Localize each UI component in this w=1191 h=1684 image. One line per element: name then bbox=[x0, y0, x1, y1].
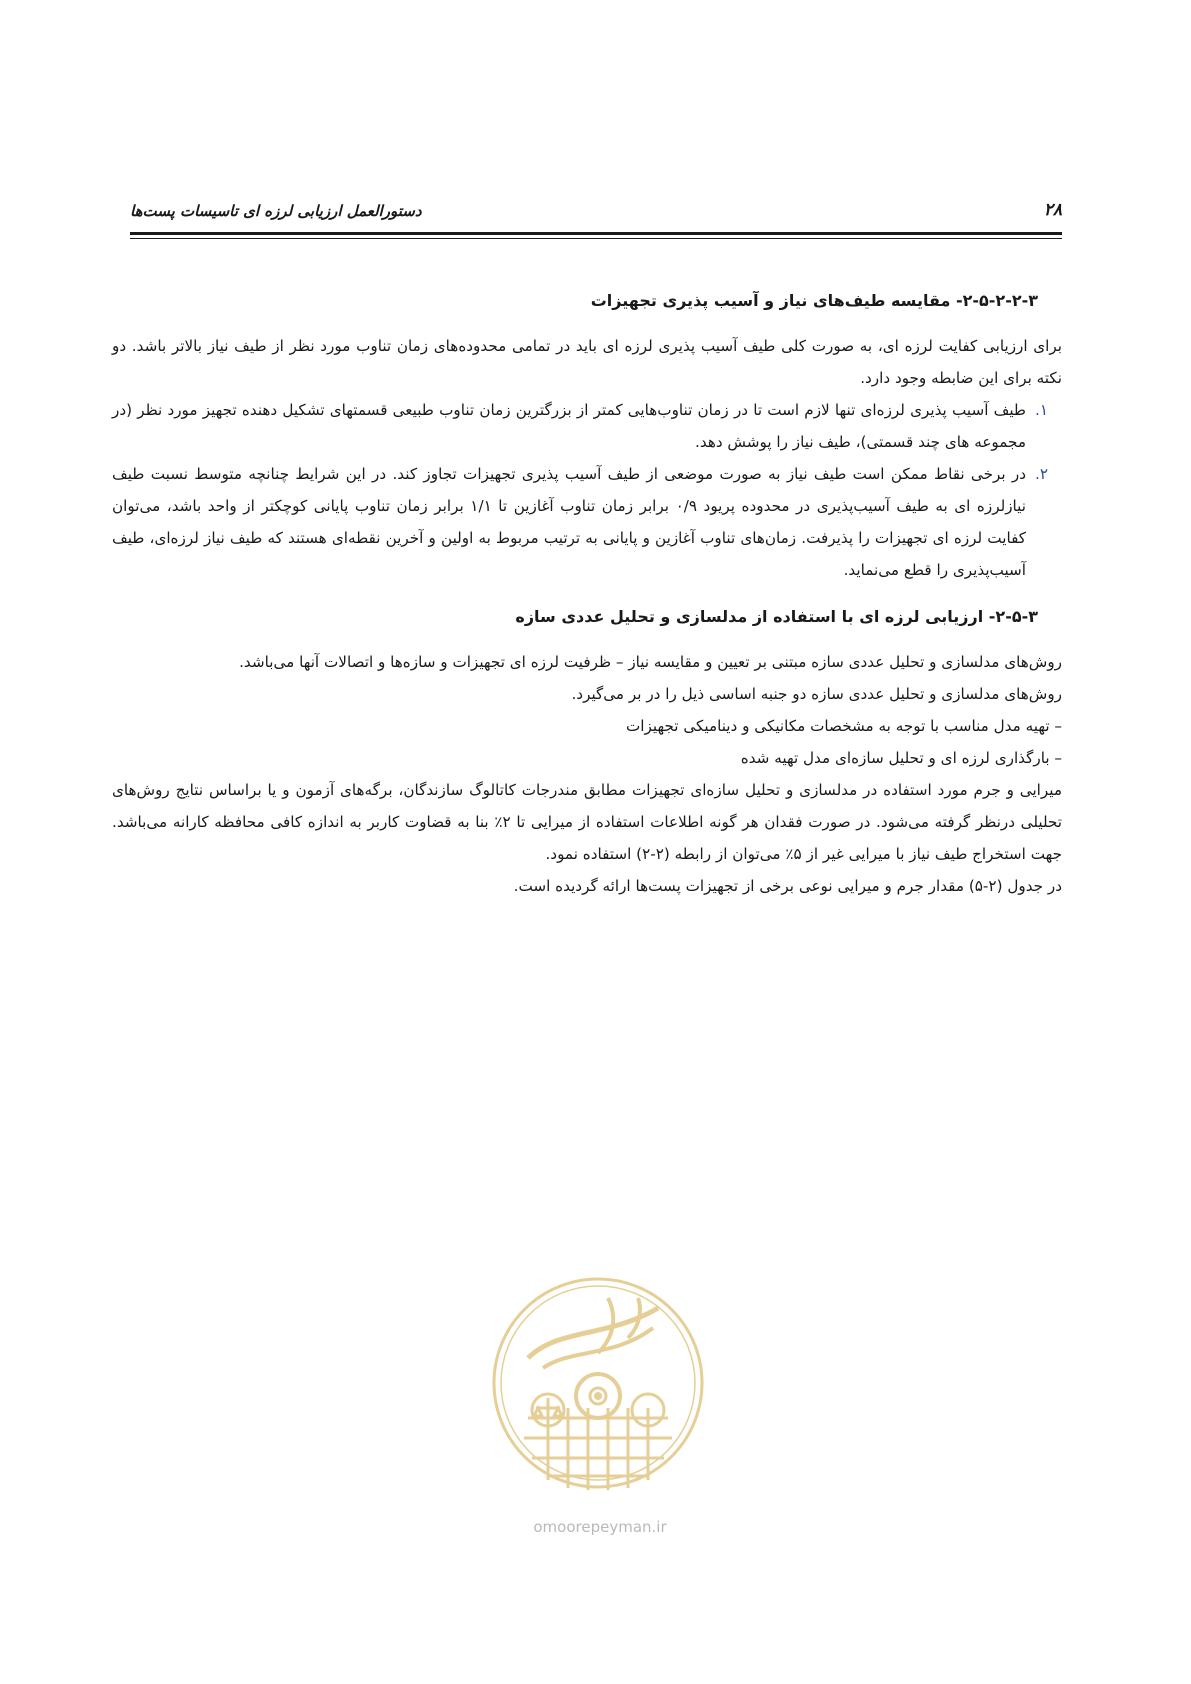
header-rule-thin bbox=[130, 238, 1062, 239]
header-title: دستورالعمل ارزیابی لرزه ای تاسیسات پست‌ها bbox=[130, 202, 422, 220]
seal-logo-icon bbox=[488, 1268, 708, 1508]
list-number: ۱. bbox=[1035, 401, 1048, 419]
paragraph-line: روش‌های مدلسازی و تحلیل عددی سازه مبتنی بر تعیین و مقایسه نیاز – ظرفیت لرزه ای تجهیزات و سازه‌ها و اتصالات آنها می‌باشد. bbox=[239, 653, 1062, 671]
intro-paragraph: برای ارزیابی کفایت لرزه ای، به صورت کلی طیف آسیب پذیری لرزه ای باید در تمامی محدوده‌های زمان تناوب مورد نظر از طیف نیاز بالاتر باشد. دو نکته برای این ضابطه وجود دارد. bbox=[112, 337, 1062, 387]
section-heading: ۲-۵-۳- ارزیابی لرزه ای با استفاده از مدلسازی و تحلیل عددی سازه bbox=[515, 607, 1038, 626]
page-content bbox=[112, 286, 1062, 902]
numbered-list bbox=[112, 394, 1062, 586]
paragraph-line: روش‌های مدلسازی و تحلیل عددی سازه دو جنبه اساسی ذیل را در بر می‌گیرد. bbox=[571, 685, 1062, 703]
page-number: ۲۸ bbox=[1043, 200, 1062, 220]
list-item-text: در برخی نقاط ممکن است طیف نیاز به صورت موضعی از طیف آسیب پذیری تجهیزات تجاوز کند. در این شرایط چنانچه متوسط نسبت طیف نیازلرزه ای به طیف آسیب‌پذیری در محدوده پریود ۰/۹ برابر زمان تناوب آغازین تا ۱/۱ برابر زمان تناوب پایانی کوچکتر از واحد باشد، می‌توان کفایت لرزه ای تجهیزات را پذیرفت. زمان‌های تناوب آغازین و پایانی به ترتیب مربوط به اولین و آخرین نقطه‌ای هستند که طیف نیاز لرزه‌ای، طیف آسیب‌پذیری را قطع می‌نماید. bbox=[112, 465, 1026, 579]
logo-website: omoorepeyman.ir bbox=[533, 1518, 667, 1536]
bullet-line: – بارگذاری لرزه ای و تحلیل سازه‌ای مدل تهیه شده bbox=[740, 749, 1062, 767]
body-paragraph: میرایی و جرم مورد استفاده در مدلسازی و تحلیل سازه‌ای تجهیزات مطابق مندرجات کاتالوگ سازندگان، برگه‌های آزمون و یا براساس نتایج روش‌های تحلیلی درنظر گرفته می‌شود. در صورت فقدان هر گونه اطلاعات استفاده از میرایی تا ۲٪ بنا به قضاوت کاربر به اندازه کافی محافظه کارانه می‌باشد. جهت استخراج طیف نیاز با میرایی غیر از ۵٪ می‌توان از رابطه (۲-۲) استفاده نمود. bbox=[112, 781, 1063, 863]
list-item bbox=[112, 458, 1062, 586]
list-item bbox=[112, 394, 1062, 458]
header-rule bbox=[130, 232, 1062, 235]
list-number: ۲. bbox=[1035, 465, 1048, 483]
closing-paragraph: در جدول (۲-۵) مقدار جرم و میرایی نوعی برخی از تجهیزات پست‌ها ارائه گردیده است. bbox=[513, 877, 1062, 895]
list-item-text: طیف آسیب پذیری لرزه‌ای تنها لازم است تا در زمان تناوب‌هایی کمتر از بزرگترین زمان تناوب طبیعی قسمتهای تشکیل دهنده تجهیز مورد نظر (در مجموعه های چند قسمتی)، طیف نیاز را پوشش دهد. bbox=[112, 401, 1026, 451]
running-header bbox=[130, 200, 1062, 230]
bullet-line: – تهیه مدل مناسب با توجه به مشخصات مکانیکی و دینامیکی تجهیزات bbox=[625, 717, 1062, 735]
section-heading: ۲-۵-۲-۲-۳- مقایسه طیف‌های نیاز و آسیب پذیری تجهیزات bbox=[590, 291, 1038, 310]
